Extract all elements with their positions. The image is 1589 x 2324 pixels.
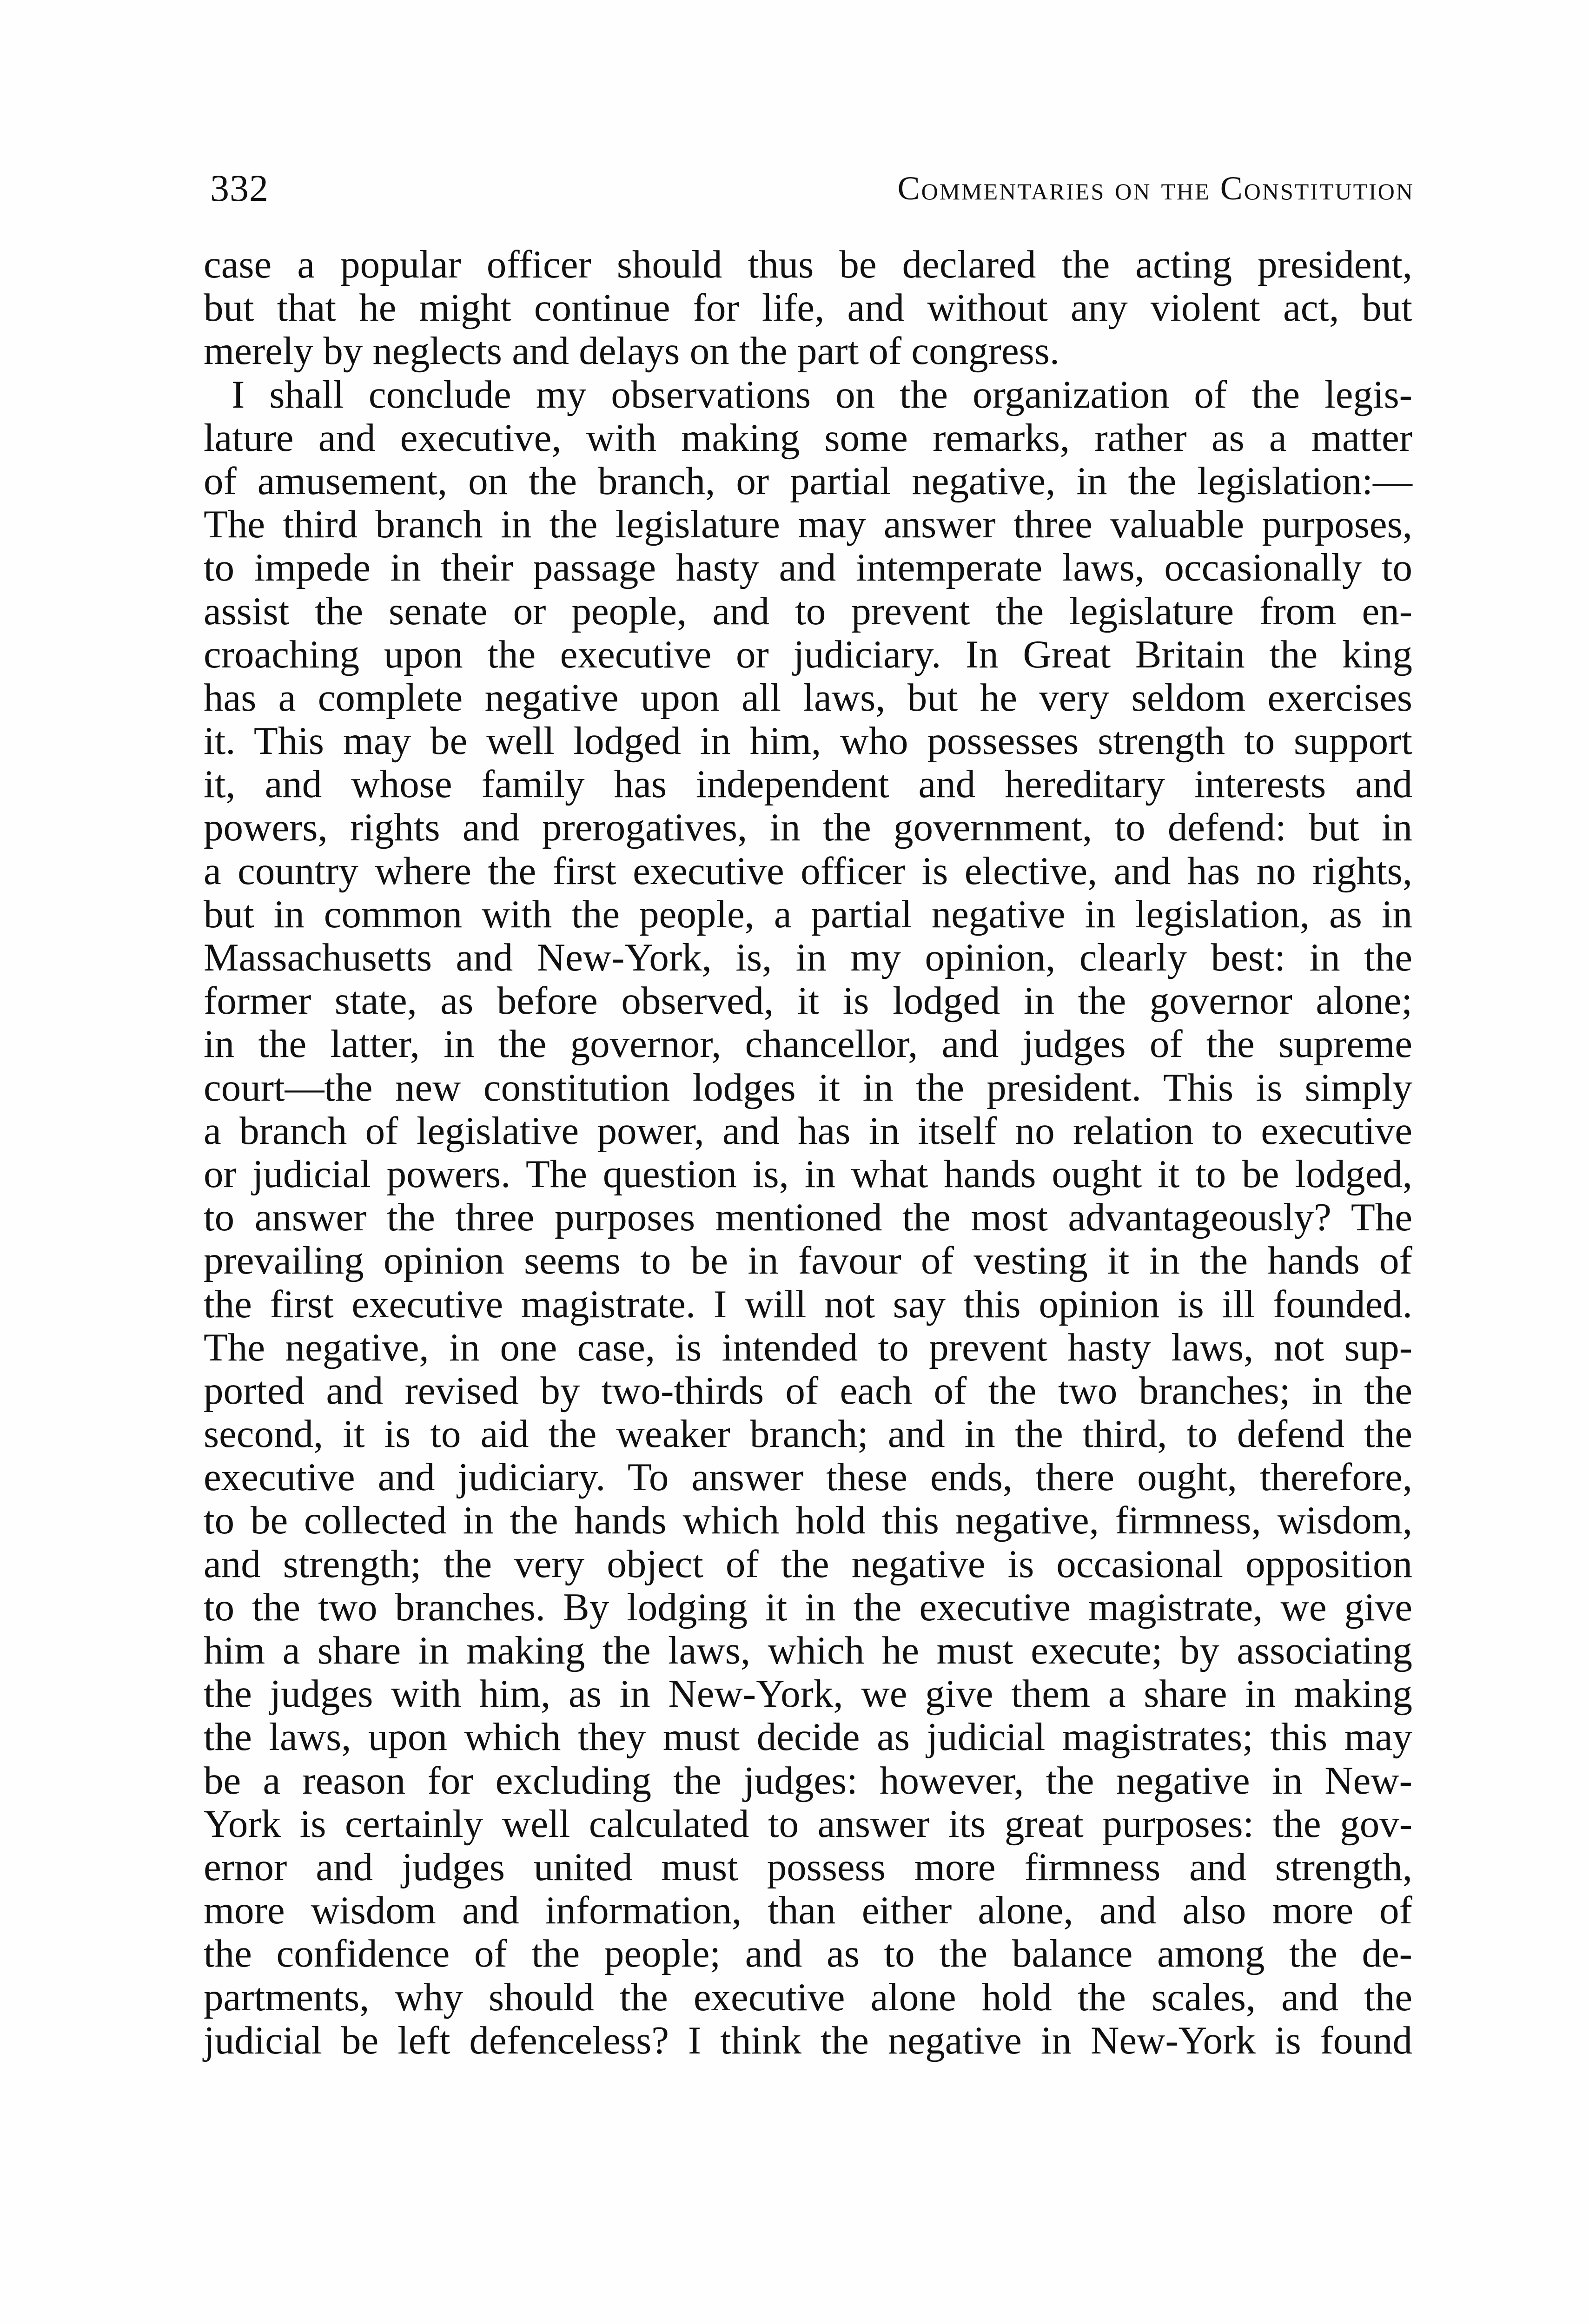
text-line: but in common with the people, a partial negative in legislation, as in — [204, 892, 1412, 936]
text-line: lature and executive, with making some remarks, rather as a matter — [204, 416, 1412, 460]
text-line: in the latter, in the governor, chancellor, and judges of the supreme — [204, 1022, 1412, 1066]
text-line: to impede in their passage hasty and intemperate laws, occasionally to — [204, 546, 1412, 590]
text-line: merely by neglects and delays on the part of congress. — [204, 329, 1060, 373]
text-line: former state, as before observed, it is lodged in the governor alone; — [204, 979, 1412, 1023]
text-line: it, and whose family has independent and hereditary interests and — [204, 762, 1412, 806]
text-line: I shall conclude my observations on the organization of the legis- — [232, 372, 1412, 416]
text-line: a country where the first executive officer is elective, and has no rights, — [204, 849, 1412, 893]
text-line: it. This may be well lodged in him, who possesses strength to support — [204, 719, 1412, 763]
text-line: the first executive magistrate. I will not say this opinion is ill founded. — [204, 1282, 1412, 1326]
text-line: ported and revised by two-thirds of each of the two branches; in the — [204, 1368, 1412, 1413]
text-line: prevailing opinion seems to be in favour of vesting it in the hands of — [204, 1239, 1412, 1283]
text-line: croaching upon the executive or judiciary. In Great Britain the king — [204, 632, 1412, 676]
running-head — [210, 163, 1414, 214]
text-line: Massachusetts and New-York, is, in my opinion, clearly best: in the — [204, 936, 1412, 979]
text-line: judicial be left defenceless? I think the negative in New-York is found — [204, 2018, 1412, 2062]
text-line: to answer the three purposes mentioned the most advantageously? The — [204, 1195, 1412, 1240]
page-number: 332 — [210, 167, 269, 209]
running-title: Commentaries on the Constitution — [897, 170, 1414, 207]
text-line: be a reason for excluding the judges: however, the negative in New- — [204, 1758, 1412, 1802]
text-line: the laws, upon which they must decide as judicial magistrates; this may — [204, 1715, 1412, 1759]
text-line: The third branch in the legislature may answer three valuable purposes, — [204, 502, 1412, 547]
text-line: court—the new constitution lodges it in the president. This is simply — [204, 1065, 1412, 1109]
text-line: second, it is to aid the weaker branch; and in the third, to defend the — [204, 1412, 1412, 1456]
text-line: him a share in making the laws, which he must execute; by associating — [204, 1629, 1412, 1672]
text-line: and strength; the very object of the negative is occasional opposition — [204, 1542, 1412, 1586]
text-line: partments, why should the executive alone hold the scales, and the — [204, 1975, 1412, 2019]
text-line: of amusement, on the branch, or partial negative, in the legislation:— — [204, 459, 1412, 503]
text-line: to be collected in the hands which hold this negative, firmness, wisdom, — [204, 1499, 1412, 1543]
text-line: has a complete negative upon all laws, but he very seldom exercises — [204, 675, 1412, 720]
text-line: or judicial powers. The question is, in what hands ought it to be lodged, — [204, 1152, 1412, 1196]
text-line: more wisdom and information, than either alone, and also more of — [204, 1888, 1412, 1933]
text-line: powers, rights and prerogatives, in the government, to defend: but in — [204, 805, 1412, 850]
text-line: York is certainly well calculated to answer its great purposes: the gov- — [204, 1802, 1412, 1846]
text-line: to the two branches. By lodging it in the executive magistrate, we give — [204, 1585, 1412, 1629]
text-line: assist the senate or people, and to prevent the legislature from en- — [204, 589, 1412, 633]
text-line: executive and judiciary. To answer these ends, there ought, therefore, — [204, 1455, 1412, 1499]
text-line: the confidence of the people; and as to the balance among the de- — [204, 1932, 1412, 1976]
text-line: a branch of legislative power, and has in itself no relation to executive — [204, 1109, 1412, 1153]
body-text — [204, 243, 1412, 2062]
text-line: the judges with him, as in New-York, we give them a share in making — [204, 1672, 1412, 1716]
text-line: case a popular officer should thus be declared the acting president, — [204, 243, 1412, 286]
text-line: The negative, in one case, is intended to prevent hasty laws, not sup- — [204, 1325, 1412, 1369]
text-line: ernor and judges united must possess more firmness and strength, — [204, 1845, 1412, 1889]
text-line: but that he might continue for life, and without any violent act, but — [204, 286, 1412, 330]
